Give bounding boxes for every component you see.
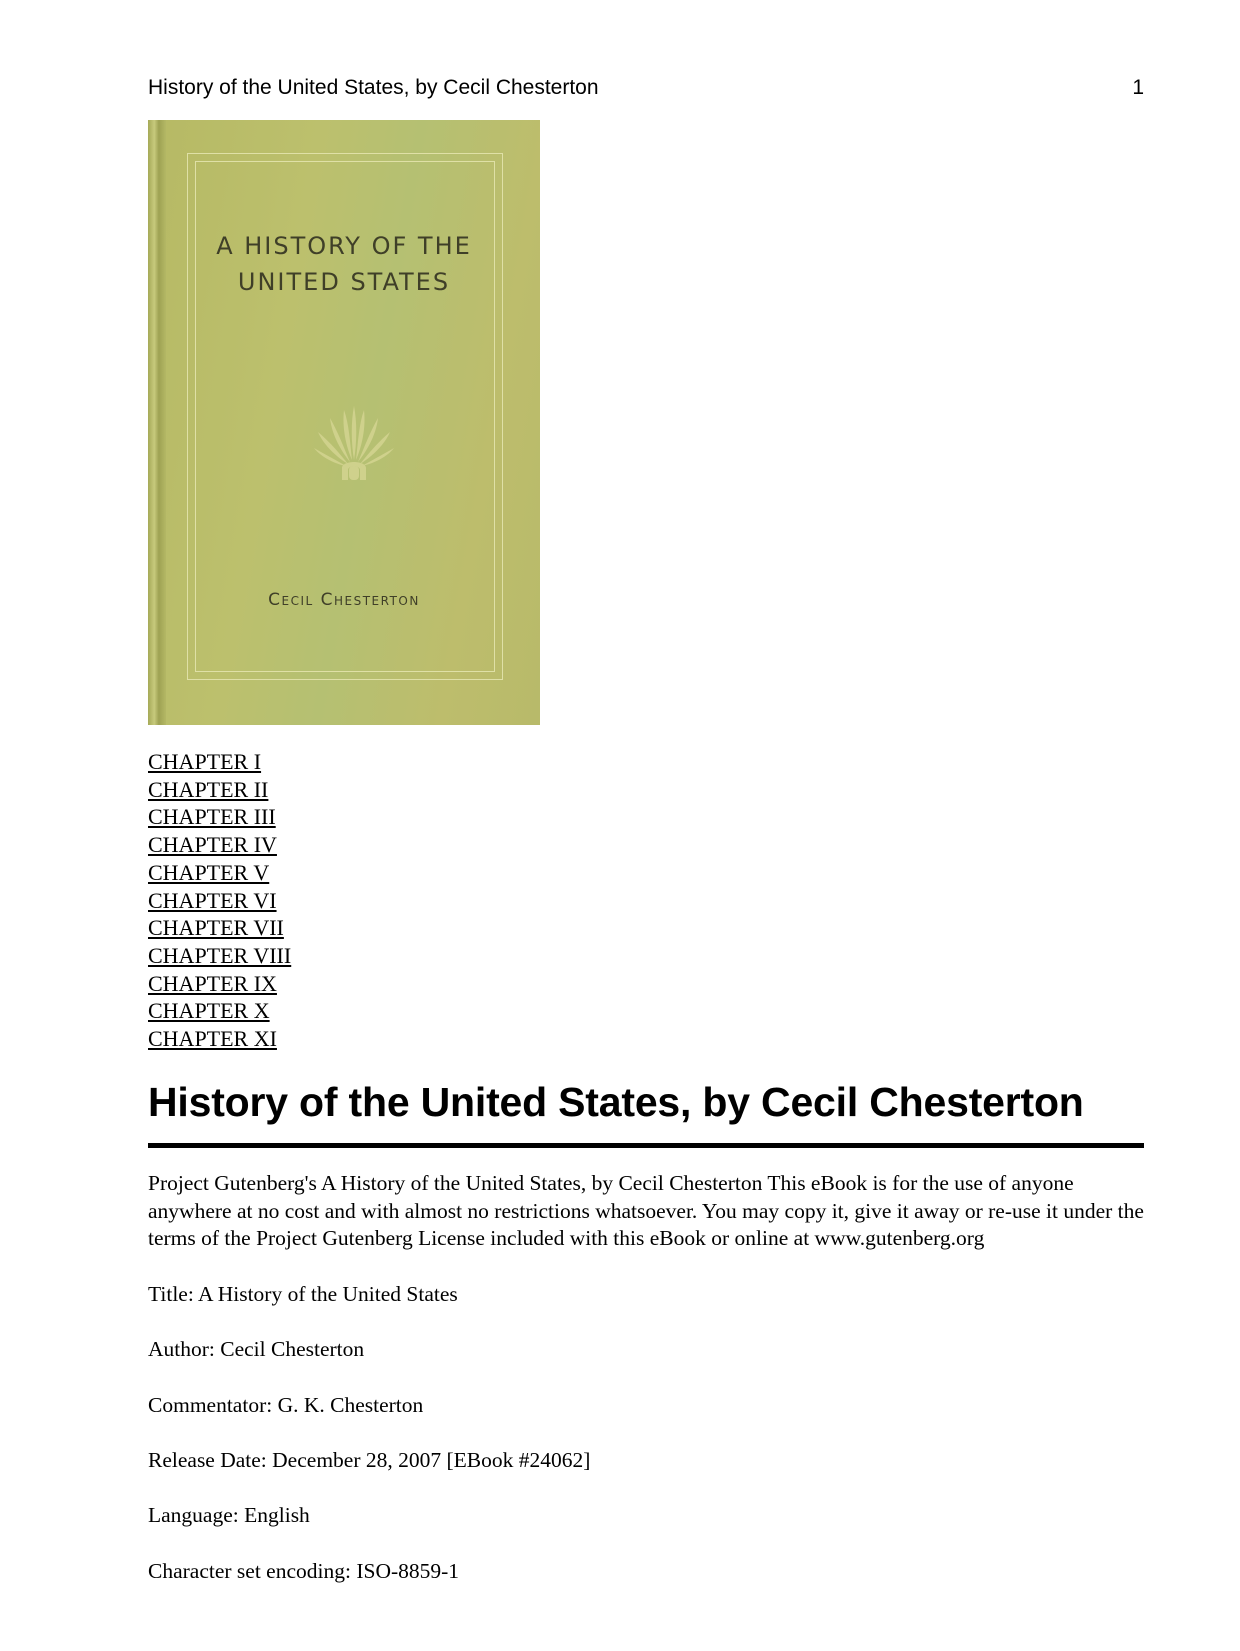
palmette-ornament-icon: [308, 402, 400, 482]
toc-link-chapter-10[interactable]: CHAPTER X: [148, 998, 270, 1024]
metadata-release-date: Release Date: December 28, 2007 [EBook #24062]: [148, 1447, 591, 1472]
toc-link-chapter-2[interactable]: CHAPTER II: [148, 776, 269, 802]
cover-title-line1: A HISTORY OF THE: [216, 232, 472, 260]
metadata-language: Language: English: [148, 1503, 310, 1528]
document-title: History of the United States, by Cecil Chesterton: [148, 1079, 1084, 1125]
title-rule: [148, 1143, 1144, 1148]
metadata-encoding: Character set encoding: ISO-8859-1: [148, 1558, 460, 1583]
cover-spine: [148, 120, 166, 725]
book-cover-image: [148, 120, 540, 725]
toc-link-chapter-8[interactable]: CHAPTER VIII: [148, 942, 292, 968]
cover-title: [148, 228, 540, 300]
toc-link-chapter-5[interactable]: CHAPTER V: [148, 859, 270, 885]
metadata-title: Title: A History of the United States: [148, 1281, 458, 1306]
intro-paragraph: Project Gutenberg's A History of the United States, by Cecil Chesterton This eBook is for the use of anyone anywhere at no cost and with almost no restrictions whatsoever. You may copy it, give it away or re-use it under the terms of the Project Gutenberg License included with this eBook or online at www.gutenberg.org: [148, 1171, 1144, 1251]
document-body: [148, 1170, 1144, 1613]
toc-link-chapter-1[interactable]: CHAPTER I: [148, 749, 262, 774]
table-of-contents: [148, 748, 291, 1053]
toc-link-chapter-3[interactable]: CHAPTER III: [148, 804, 276, 830]
toc-link-chapter-6[interactable]: CHAPTER VI: [148, 887, 277, 913]
metadata-commentator: Commentator: G. K. Chesterton: [148, 1392, 424, 1417]
toc-link-chapter-7[interactable]: CHAPTER VII: [148, 915, 284, 941]
metadata-author: Author: Cecil Chesterton: [148, 1337, 365, 1362]
running-header-title: History of the United States, by Cecil Chesterton: [148, 76, 599, 99]
running-header: [148, 74, 1144, 102]
page-number: 1: [1132, 76, 1144, 99]
cover-title-line2: UNITED STATES: [237, 268, 451, 296]
cover-author: Cecil Chesterton: [268, 590, 420, 610]
toc-link-chapter-9[interactable]: CHAPTER IX: [148, 970, 277, 996]
toc-link-chapter-4[interactable]: CHAPTER IV: [148, 832, 277, 858]
toc-link-chapter-11[interactable]: CHAPTER XI: [148, 1026, 277, 1052]
